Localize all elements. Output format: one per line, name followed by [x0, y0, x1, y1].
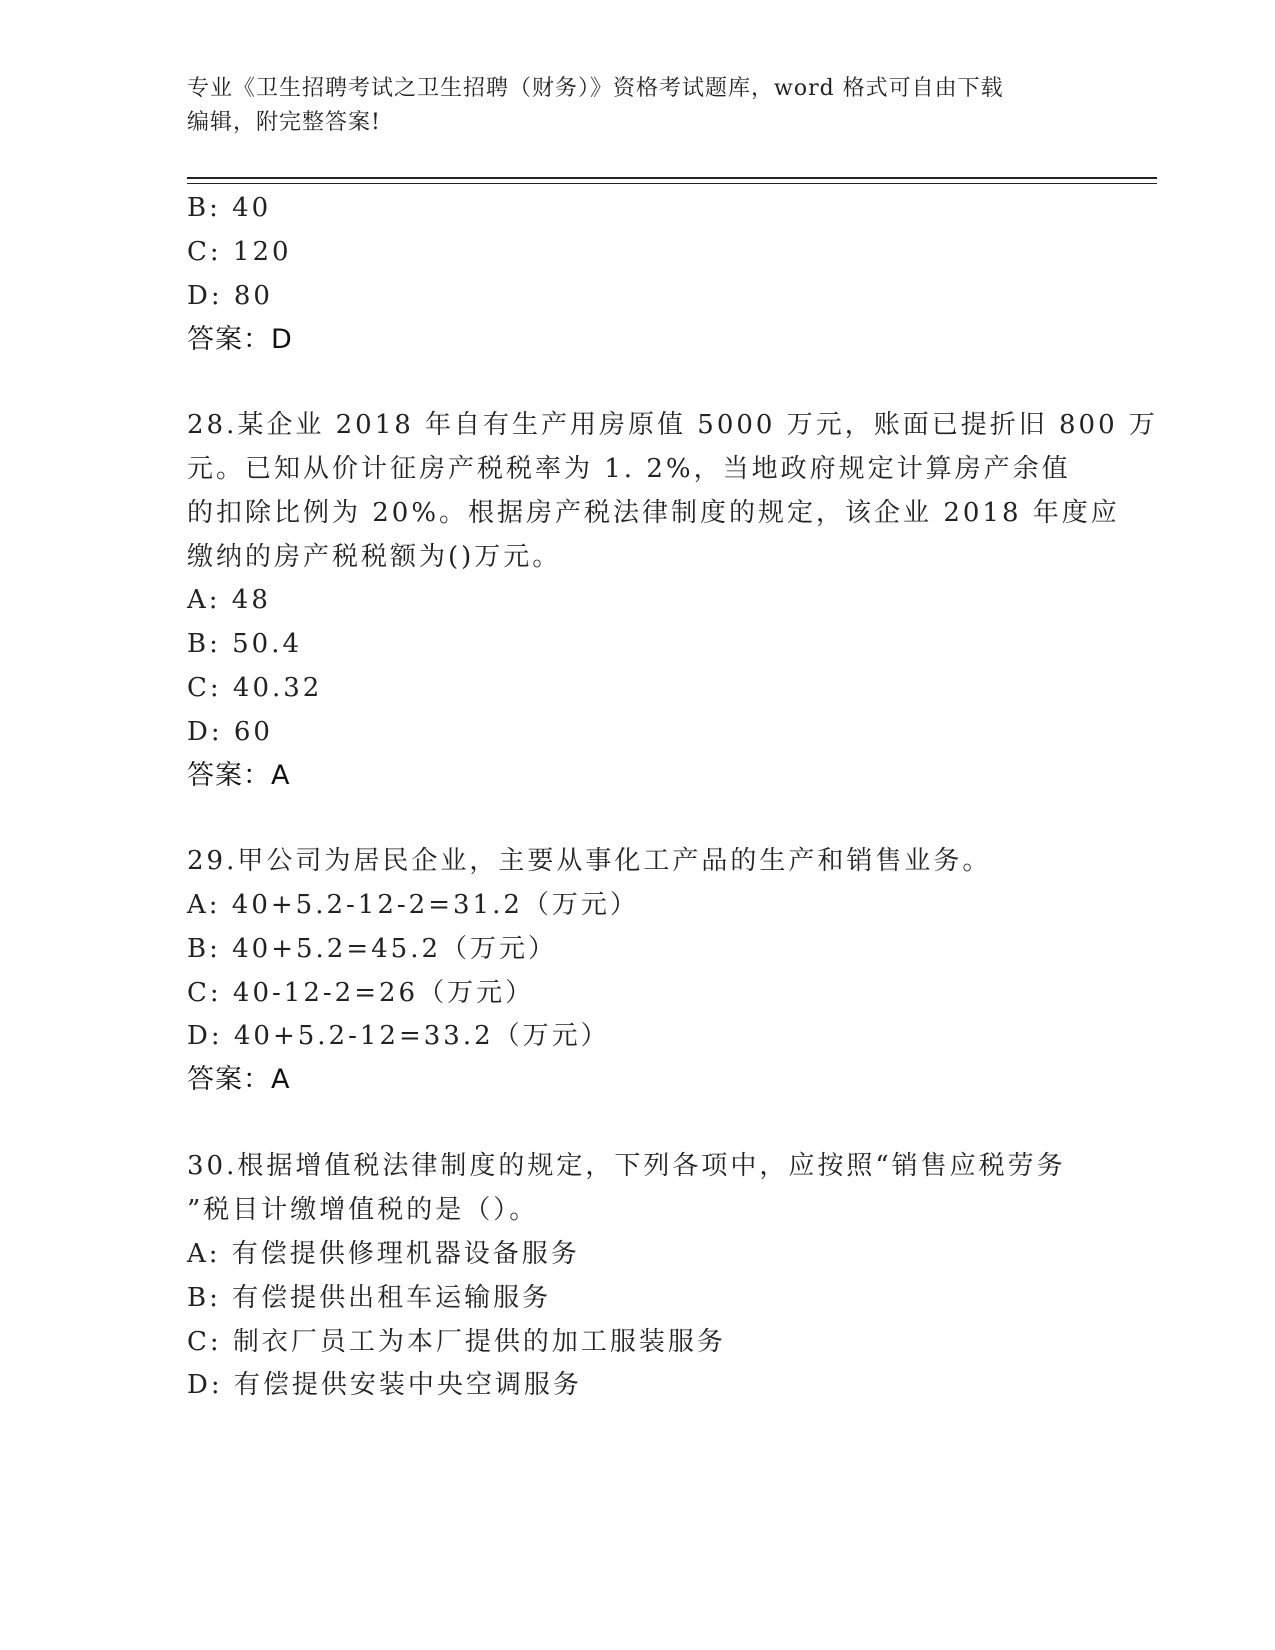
question-text-line: 29.甲公司为居民企业，主要从事化工产品的生产和销售业务。 [187, 846, 992, 876]
option-d: D: 60 [187, 717, 273, 747]
option-c: C: 40-12-2=26（万元） [187, 978, 535, 1008]
option-c: C: 制衣厂员工为本厂提供的加工服装服务 [187, 1327, 726, 1357]
question-text-line: 元。已知从价计征房产税税率为 1. 2%，当地政府规定计算房产余值 [187, 454, 1071, 484]
question-text-line: 的扣除比例为 20%。根据房产税法律制度的规定，该企业 2018 年度应 [187, 498, 1120, 528]
option-a: A: 有偿提供修理机器设备服务 [187, 1239, 580, 1269]
question-text-line: 28.某企业 2018 年自有生产用房原值 5000 万元，账面已提折旧 800 万 [187, 410, 1158, 440]
page-header [187, 72, 1087, 140]
option-c: C: 40.32 [187, 673, 323, 703]
option-d: D: 有偿提供安装中央空调服务 [187, 1370, 582, 1400]
question-text-line: 缴纳的房产税税额为()万元。 [187, 542, 562, 572]
header-rule-secondary [187, 183, 1157, 184]
option-b: B: 有偿提供出租车运输服务 [187, 1283, 552, 1313]
option-b: B: 40+5.2=45.2（万元） [187, 934, 558, 964]
option-d: D: 80 [187, 281, 273, 311]
option-d: D: 40+5.2-12=33.2（万元） [187, 1021, 610, 1051]
header-line-1: 专业《卫生招聘考试之卫生招聘（财务）》资格考试题库，word 格式可自由下载 [187, 76, 1004, 101]
option-b: B: 40 [187, 193, 272, 223]
question-text-line: ”税目计缴增值税的是（）。 [187, 1195, 539, 1225]
answer: 答案：D [187, 324, 293, 355]
header-line-2: 编辑，附完整答案! [187, 110, 381, 135]
option-a: A: 48 [187, 585, 271, 615]
answer: 答案：A [187, 760, 291, 791]
header-rule [187, 177, 1157, 179]
option-a: A: 40+5.2-12-2=31.2（万元） [187, 890, 639, 920]
answer: 答案：A [187, 1064, 291, 1095]
option-c: C: 120 [187, 237, 292, 267]
option-b: B: 50.4 [187, 629, 303, 659]
question-text-line: 30.根据增值税法律制度的规定，下列各项中，应按照“销售应税劳务 [187, 1151, 1066, 1181]
